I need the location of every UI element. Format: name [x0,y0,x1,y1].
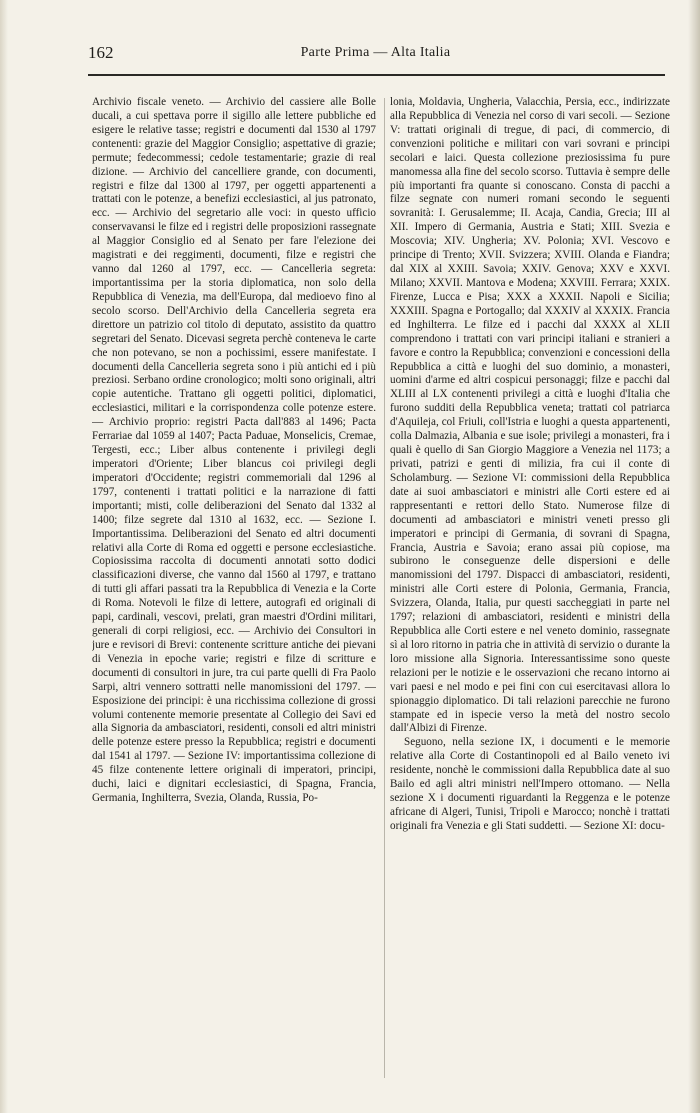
left-paragraph-1: Archivio fiscale veneto. — Archivio del cassiere alle Bolle ducali, a cui spettava porre il sigillo alle lettere pubbliche ed esigere le relative tasse; registri e documenti dal 1530 al 1797 contenenti: grazie del Maggior Consiglio; aspettative di grazie; permute; fedecommessi; cedole testamentarie; grazie di real dizione. — Archivio del cancelliere grande, con documenti, registri e filze dal 1300 al 1797, per oggetti appartenenti a trattati con le potenze, a benefizi ecclesiastici, al jus patronato, ecc. — Archivio del segretario alle voci: in questo ufficio conservavansi le filze ed i registri delle proposizioni rassegnate al Maggior Consiglio ed al Senato per fare l'elezione dei magistrati e dei reggimenti, documenti, filze e registri che vanno dal 1260 al 1797, ecc. — Cancelleria segreta: importantissima per la storia diplomatica, non solo della Repubblica di Venezia, ma dell'Europa, dal medioevo fino al secolo scorso. Dell'Archivio della Cancelleria segreta era direttore un patrizio col titolo di deputato, assistito da quattro segretari del Senato. Dicevasi segreta perchè conteneva le carte che non potevano, se non a pochissimi, essere manifestate. I documenti della Cancelleria segreta sono i più antichi ed i più preziosi. Serbano ordine cronologico; molti sono originali, altri copie autentiche. Trattano gli oggetti politici, diplomatici, ecclesiastici, militari e la corrispondenza colle potenze estere. — Archivio proprio: registri Pacta dall'883 al 1496; Pacta Ferrariae dal 1059 al 1407; Pacta Paduae, Monselicis, Cremae, Tergesti, ecc.; Liber albus contenente i privilegi degli imperatori d'Oriente; Liber blancus coi privilegi degli imperatori d'Occidente; registri commemoriali dal 1296 al 1797, contenenti i trattati politici e la narrazione di fatti importanti; misti, colle deliberazioni del Senato dal 1332 al 1400; filze segrete dal 1310 al 1632, ecc. — Sezione I. Importantissima. Deliberazioni del Senato ed altri documenti relativi alla Corte di Roma ed oggetti e persone ecclesiastiche. Copiosissima raccolta di documenti annotati sotto dodici classificazioni diverse, che vanno dal 1560 al 1797, e trattano di tutti gli affari passati tra la Repubblica di Venezia e la Corte di Roma. Notevoli le filze di lettere, autografi ed originali di papi, cardinali, vescovi, prelati, gran maestri d'Ordini militari, generali di corpi religiosi, ecc. — Archivio dei Consultori in jure e revisori di Brevi: contenente scritture antiche dei pievani di Venezia in epoche varie; registri e filze di scritture e documenti di consultori in jure, tra cui parte quelli di Fra Paolo Sarpi, altri vennero sottratti nelle manomissioni del 1797. — Esposizione dei principi: è una ricchissima collezione di grossi volumi contenente memorie presentate al Collegio dei Savi ed alla Signoria da ambasciatori, residenti, consoli ed altri ministri delle potenze estere presso la Repubblica; registri e documenti dal 1541 al 1797. — Sezione IV: importantissima collezione di 45 filze contenente lettere originali di imperatori, principi, duchi, laici e dignitari ecclesiastici, di Spagna, Francia, Germania, Inghilterra, Svezia, Olanda, Russia, Po- [92,96,376,805]
page-header [88,43,663,67]
right-paragraph-1: lonia, Moldavia, Ungheria, Valacchia, Persia, ecc., indirizzate alla Repubblica di Venezia nel corso di vari secoli. — Sezione V: trattati originali di tregue, di paci, di commercio, di convenzioni politiche e militari con vari sovrani e principi secolari e laici. Questa collezione preziosissima fu pure manomessa alla fine del secolo scorso. Tuttavia è sempre delle più importanti fra quante si conoscano. Consta di pacchi a filze segnate con numeri romani secondo le seguenti sovranità: I. Gerusalemme; II. Acaja, Candia, Grecia; III al XII. Impero di Germania, Austria e Stati; XIII. Svezia e Moscovia; XIV. Ungheria; XV. Polonia; XVI. Vescovo e principe di Trento; XVII. Svizzera; XVIII. Olanda e Fiandra; dal XIX al XXIII. Savoia; XXIV. Genova; XXV e XXVI. Milano; XXVII. Mantova e Modena; XXVIII. Ferrara; XXIX. Firenze, Lucca e Pisa; XXX a XXXII. Napoli e Sicilia; XXXIII. Spagna e Portogallo; dal XXXIV al XXXIX. Francia ed Inghilterra. Le filze ed i pacchi dal XXXX al XLII comprendono i trattati con vari principi italiani e stranieri a favore e contro la Repubblica; convenzioni e concessioni della Repubblica a città e luoghi del suo dominio, a monasteri, uomini d'arme ed altri cospicui personaggi; filze e pacchi dal XLIII al LX contenenti privilegi a città e luoghi d'Italia che furono sudditi della Repubblica veneta; trattati col patriarca d'Aquileja, col Friuli, coll'Istria e luoghi a questa appartenenti, colla Dalmazia, Albania e sue isole; privilegi a monasteri, fra i quali è quello di San Giorgio Maggiore a Venezia nel 1173; a privati, patrizi e genti di milizia, fra cui il conte di Scholamburg. — Sezione VI: commissioni della Repubblica date ai suoi ambasciatori e ministri alle Corti estere ed ai rappresentanti e rettori dello Stato. Numerose filze di documenti ad ambasciatori e ministri veneti presso gli imperatori e principi di Germania, di sovrani di Spagna, Francia, Austria e Savoia; erano assai più copiose, ma subirono le conseguenze delle dispersioni e delle manomissioni del 1797. Dispacci di ambasciatori, residenti, ministri alle Corti estere di Polonia, Germania, Francia, Svizzera, Olanda, Italia, pur questi saccheggiati in parte nel 1797; relazioni di ambasciatori, residenti e ministri della Repubblica alle Corti estere e nel veneto dominio, rassegnate sì al loro ritorno in patria che in attività di servizio o durante la loro missione alla Signoria. Interessantissime sono queste relazioni per le notizie e le osservazioni che recano intorno ai vari paesi e nel modo e pei fini con cui esercitavasi allora lo spionaggio diplomatico. Di tali relazioni parecchie ne furono stampate ed in ispecie verso la metà del nostro secolo dall'Albizi di Firenze. [390,96,670,735]
right-paragraph-2: Seguono, nella sezione IX, i documenti e le memorie relative alla Corte di Costantinopoli ed al Bailo veneto ivi residente, nonchè le commissioni dalla Repubblica date al suo Bailo ed agli altri ministri nell'Impero ottomano. — Nella sezione X i documenti riguardanti la Reggenza e le potenze africane di Algeri, Tunisi, Tripoli e Marocco; nonchè i trattati originali fra Venezia e gli Stati suddetti. — Sezione XI: docu- [390,736,670,832]
right-column [390,96,670,1096]
running-head: Parte Prima — Alta Italia [300,45,451,60]
page-number: 162 [88,43,114,62]
page-left-edge-shadow [0,0,8,1113]
left-column [92,96,376,1096]
header-rule [88,74,665,76]
page-right-edge-shadow [688,0,700,1113]
column-divider [384,98,385,1078]
